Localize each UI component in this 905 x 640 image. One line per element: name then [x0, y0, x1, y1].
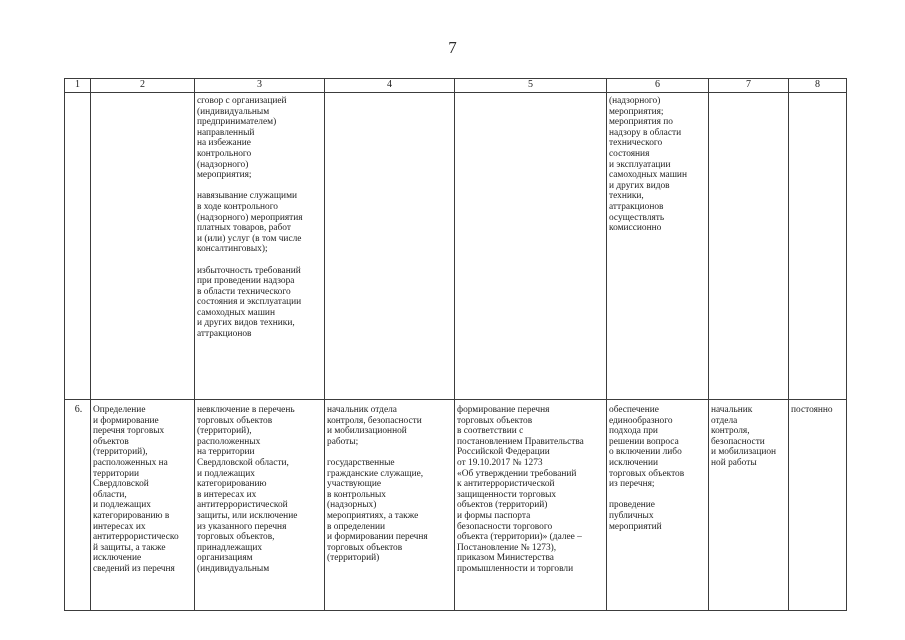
- table-cell: [325, 93, 455, 400]
- table-cell-function: Определение и формирование перечня торговых объектов (территорий), расположенных на территории Свердловской области, и подлежащих категорированию в интересах их антитеррористическо й защиты, а также исключение сведений из перечня: [91, 400, 195, 611]
- column-number-7: 7: [709, 79, 789, 93]
- table-cell-description: формирование перечня торговых объектов в соответствии с постановлением Правительства Российской Федерации от 19.10.2017 № 1273 «Об утверждении требований к антитеррористической защищенности торговых объектов (территорий) и формы паспорта безопасности торгового объекта (территории)» (далее – Постановление № 1273), приказом Министерства промышленности и торговли: [455, 400, 607, 611]
- column-number-5: 5: [455, 79, 607, 93]
- column-number-6: 6: [607, 79, 709, 93]
- column-number-2: 2: [91, 79, 195, 93]
- corruption-risk-table: [64, 78, 847, 611]
- column-number-3: 3: [195, 79, 325, 93]
- table-cell-responsible: начальник отдела контроля, безопасности и мобилизацион ной работы: [709, 400, 789, 611]
- table-row-continuation: [65, 93, 847, 400]
- table-cell: [709, 93, 789, 400]
- column-number-1: 1: [65, 79, 91, 93]
- table-row-6: [65, 400, 847, 611]
- column-number-4: 4: [325, 79, 455, 93]
- table-cell-positions: начальник отдела контроля, безопасности и мобилизационной работы; государственные гражданские служащие, участвующие в контрольных (надзорных) мероприятиях, а также в определении и формировании перечня торговых объектов (территорий): [325, 400, 455, 611]
- table-cell: [455, 93, 607, 400]
- table-cell-term: постоянно: [789, 400, 847, 611]
- table-cell: [91, 93, 195, 400]
- table-cell: [789, 93, 847, 400]
- row-number: 6.: [65, 400, 91, 611]
- column-number-8: 8: [789, 79, 847, 93]
- table-cell: [65, 93, 91, 400]
- table-cell-measures: обеспечение единообразного подхода при решении вопроса о включении либо исключении торговых объектов из перечня; проведение публичных мероприятий: [607, 400, 709, 611]
- table-cell-risks: невключение в перечень торговых объектов (территорий), расположенных на территории Свердловской области, и подлежащих категорированию в интересах их антитеррористической защиты, или исключение из указанного перечня торговых объектов, принадлежащих организациям (индивидуальным: [195, 400, 325, 611]
- page-number: 7: [448, 38, 457, 57]
- table-cell-measures: (надзорного) мероприятия; мероприятия по надзору в области технического состояния и эксплуатации самоходных машин и других видов техники, аттракционов осуществлять комиссионно: [607, 93, 709, 400]
- table-cell-risks: сговор с организацией (индивидуальным предпринимателем) направленный на избежание контрольного (надзорного) мероприятия; навязывание служащими в ходе контрольного (надзорного) мероприятия платных товаров, работ и (или) услуг (в том числе консалтинговых); избыточность требований при проведении надзора в области технического состояния и эксплуатации самоходных машин и других видов техники, аттракционов: [195, 93, 325, 400]
- column-number-row: [65, 79, 847, 93]
